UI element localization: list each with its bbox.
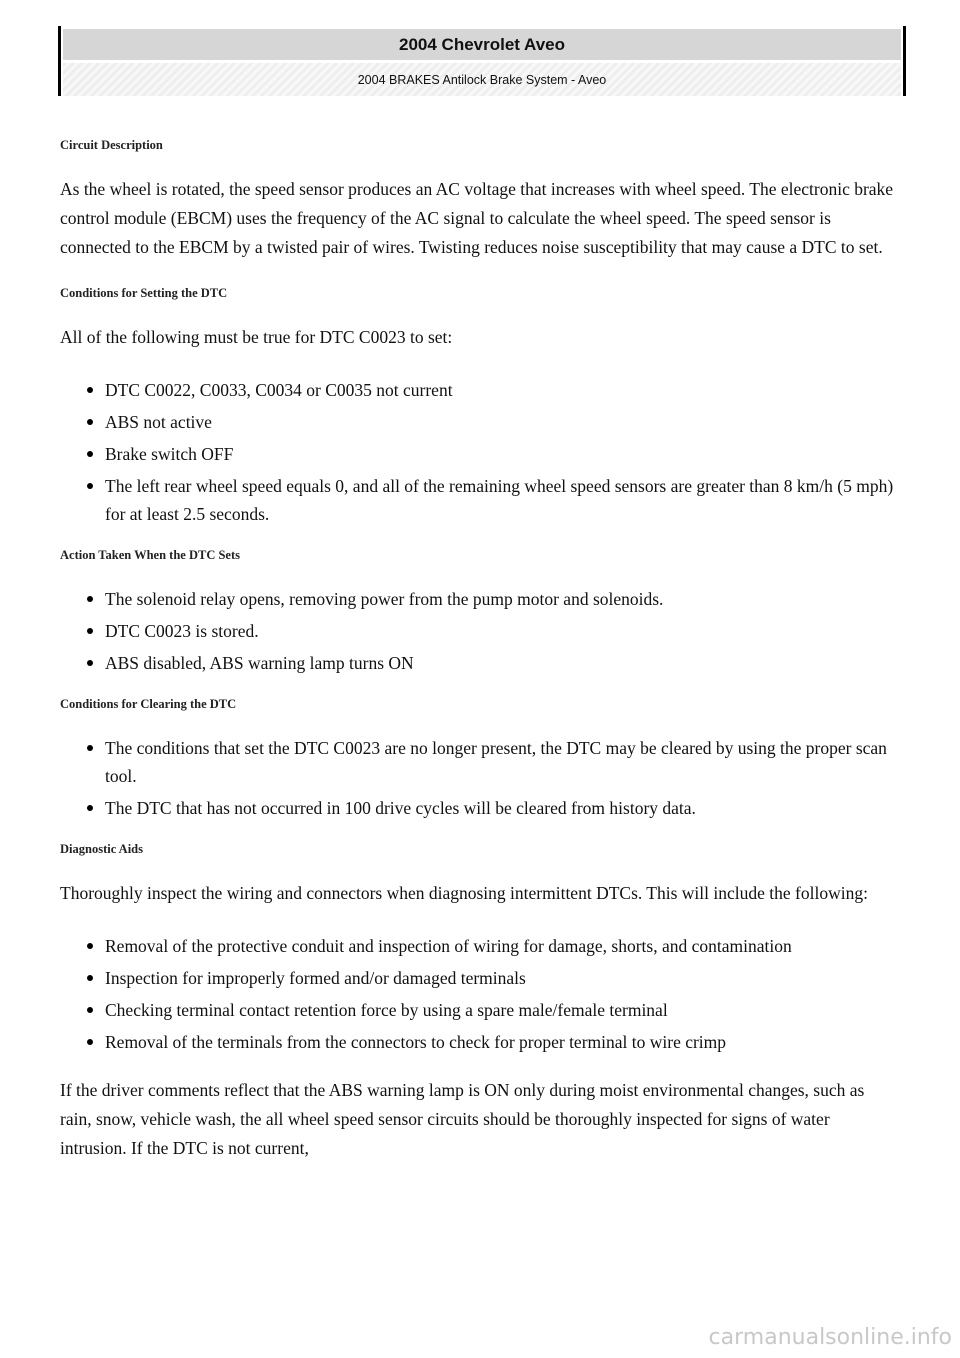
bullet-icon — [87, 805, 93, 811]
bullet-list — [60, 932, 900, 1056]
list-item — [105, 964, 900, 992]
list-item — [105, 794, 900, 822]
bullet-icon — [87, 943, 93, 949]
list-item — [105, 649, 900, 677]
paragraph: If the driver comments reflect that the ABS warning lamp is ON only during moist environmental changes, such as rain, snow, vehicle wash, the all wheel speed sensor circuits should be thoroughly inspected for signs of water intrusion. If the DTC is not current, — [60, 1080, 865, 1158]
document-subtitle: 2004 BRAKES Antilock Brake System - Aveo — [63, 63, 901, 96]
bullet-icon — [87, 1039, 93, 1045]
list-item-text: Inspection for improperly formed and/or damaged terminals — [105, 968, 526, 988]
list-item-text: The solenoid relay opens, removing power from the pump motor and solenoids. — [105, 589, 664, 609]
list-item-text: The DTC that has not occurred in 100 drive cycles will be cleared from history data. — [105, 798, 696, 818]
bullet-icon — [87, 596, 93, 602]
bullet-icon — [87, 483, 93, 489]
list-item — [105, 1028, 900, 1056]
bullet-list — [60, 585, 900, 677]
list-item — [105, 408, 900, 436]
paragraph: As the wheel is rotated, the speed sensor produces an AC voltage that increases with wheel speed. The electronic brake control module (EBCM) uses the frequency of the AC signal to calculate the wheel speed. The speed sensor is connected to the EBCM by a twisted pair of wires. Twisting reduces noise susceptibility that may cause a DTC to set. — [60, 179, 894, 257]
bullet-icon — [87, 660, 93, 666]
paragraph: All of the following must be true for DTC C0023 to set: — [60, 327, 453, 347]
header-left-rule — [58, 26, 61, 96]
section-heading-conditions-clearing: Conditions for Clearing the DTC — [60, 697, 237, 711]
watermark: carmanualsonline.info — [708, 1325, 952, 1350]
list-item-text: Removal of the protective conduit and inspection of wiring for damage, shorts, and contamination — [105, 936, 792, 956]
list-item — [105, 734, 900, 790]
section-heading-circuit-description: Circuit Description — [60, 138, 163, 152]
list-item-text: Checking terminal contact retention force by using a spare male/female terminal — [105, 1000, 668, 1020]
bullet-icon — [87, 745, 93, 751]
list-item — [105, 440, 900, 468]
list-item-text: The left rear wheel speed equals 0, and all of the remaining wheel speed sensors are greater than 8 km/h (5 mph) for at least 2.5 seconds. — [105, 476, 894, 524]
bullet-icon — [87, 419, 93, 425]
list-item-text: Removal of the terminals from the connectors to check for proper terminal to wire crimp — [105, 1032, 727, 1052]
list-item — [105, 932, 900, 960]
bullet-list — [60, 734, 900, 822]
list-item-text: ABS not active — [105, 412, 212, 432]
list-item-text: The conditions that set the DTC C0023 are no longer present, the DTC may be cleared by using the proper scan tool. — [105, 738, 887, 786]
list-item-text: Brake switch OFF — [105, 444, 234, 464]
bullet-icon — [87, 1007, 93, 1013]
section-heading-diagnostic-aids: Diagnostic Aids — [60, 842, 144, 856]
document-title: 2004 Chevrolet Aveo — [63, 29, 901, 60]
list-item — [105, 472, 900, 528]
list-item-text: ABS disabled, ABS warning lamp turns ON — [105, 653, 414, 673]
bullet-icon — [87, 628, 93, 634]
paragraph: Thoroughly inspect the wiring and connectors when diagnosing intermittent DTCs. This will include the following: — [60, 883, 868, 903]
list-item-text: DTC C0023 is stored. — [105, 621, 259, 641]
bullet-icon — [87, 975, 93, 981]
document-body — [60, 138, 900, 1187]
document-header — [58, 26, 906, 96]
list-item — [105, 996, 900, 1024]
section-heading-action-taken: Action Taken When the DTC Sets — [60, 548, 241, 562]
bullet-icon — [87, 387, 93, 393]
list-item — [105, 376, 900, 404]
bullet-list — [60, 376, 900, 528]
section-heading-conditions-setting: Conditions for Setting the DTC — [60, 286, 228, 300]
bullet-icon — [87, 451, 93, 457]
list-item-text: DTC C0022, C0033, C0034 or C0035 not current — [105, 380, 453, 400]
list-item — [105, 585, 900, 613]
header-right-rule — [903, 26, 906, 96]
list-item — [105, 617, 900, 645]
